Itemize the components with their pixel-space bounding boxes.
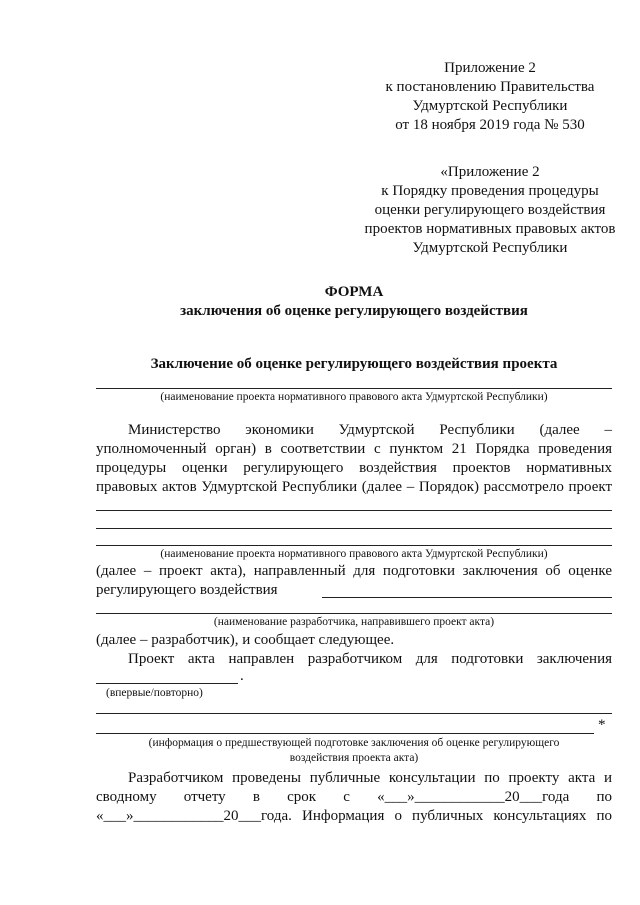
para5-line3: «___»____________20___года. Информация о публичных консультациях по [96, 808, 612, 824]
para2-line2: регулирующего воздействия [96, 582, 278, 598]
appendix-line: к постановлению Правительства [385, 79, 595, 95]
conclusion-heading: Заключение об оценке регулирующего воздействия проекта [150, 356, 558, 372]
appendix-line: «Приложение 2 [440, 164, 540, 180]
appendix-header-1 [380, 59, 600, 135]
form-title: ФОРМА [324, 284, 384, 300]
form-subtitle: заключения об оценке регулирующего воздействия [180, 303, 528, 319]
para1-line3: процедуры оценки регулирующего воздействия проектов нормативных [96, 460, 612, 476]
para4-line1: Проект акта направлен разработчиком для подготовки заключения [128, 651, 612, 667]
para5-line1: Разработчиком проведены публичные консультации по проекту акта и [128, 770, 612, 786]
caption-prior-info-2: воздействия проекта акта) [289, 752, 419, 764]
appendix-line: к Порядку проведения процедуры [381, 183, 599, 199]
fill-line [96, 545, 612, 546]
para1-line4: правовых актов Удмуртской Республики (далее – Порядок) рассмотрело проект [96, 479, 612, 495]
fill-line [96, 733, 594, 734]
fill-line [96, 713, 612, 714]
fill-line [96, 683, 238, 684]
para3: (далее – разработчик), и сообщает следующее. [96, 632, 395, 648]
fill-line [96, 388, 612, 389]
appendix-line: оценки регулирующего воздействия [374, 202, 606, 218]
appendix-line: Удмуртской Республики [412, 98, 568, 114]
caption-prior-info-1: (информация о предшествующей подготовке заключения об оценке регулирующего [148, 737, 560, 749]
caption-project-name: (наименование проекта нормативного правового акта Удмуртской Республики) [160, 391, 548, 403]
para1-line1: Министерство экономики Удмуртской Республики (далее – [128, 422, 612, 438]
para4-dot: . [240, 668, 244, 684]
para5-line2: сводному отчету в срок с «___»____________20___года по [96, 789, 612, 805]
asterisk: * [598, 717, 606, 733]
appendix-header-2 [350, 163, 630, 258]
appendix-line: от 18 ноября 2019 года № 530 [395, 117, 585, 133]
fill-line [96, 510, 612, 511]
caption-first-repeat: (впервые/повторно) [106, 687, 203, 699]
fill-line [96, 528, 612, 529]
para2-line1: (далее – проект акта), направленный для подготовки заключения об оценке [96, 563, 612, 579]
caption-developer-name: (наименование разработчика, направившего проект акта) [213, 616, 495, 628]
fill-line [96, 613, 612, 614]
appendix-line: Удмуртской Республики [412, 240, 568, 256]
para1-line2: уполномоченный орган) в соответствии с пунктом 21 Порядка проведения [96, 441, 612, 457]
fill-line [322, 597, 612, 598]
appendix-line: Приложение 2 [444, 60, 536, 76]
caption-project-name-2: (наименование проекта нормативного правового акта Удмуртской Республики) [160, 548, 548, 560]
appendix-line: проектов нормативных правовых актов [364, 221, 616, 237]
